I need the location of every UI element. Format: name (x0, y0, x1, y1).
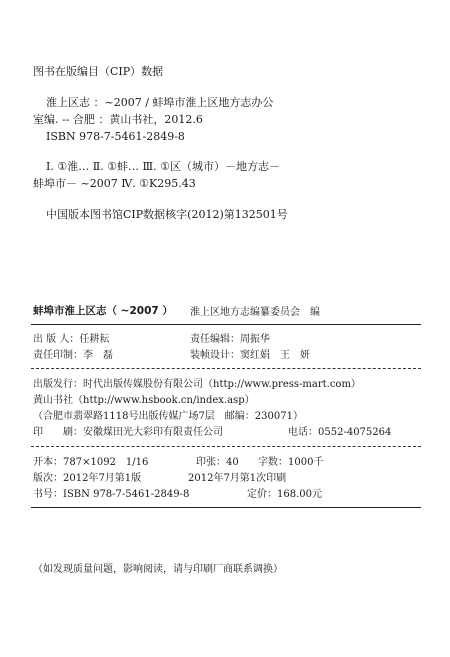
cip-line-2: 室编. -- 合肥 ：黄山书社，2012.6 (33, 113, 203, 126)
credit-publisher-person-value: 任耕耘 (79, 334, 110, 345)
spec-printing: 2012年7月第1次印刷 (188, 473, 287, 484)
cip-line-5: 蚌埠市－ ~2007 Ⅳ. ①K295.43 (33, 177, 196, 190)
credit-publisher-person (33, 333, 109, 346)
quality-notice: （如发现质量问题，影响阅读，请与印刷厂商联系调换） (33, 564, 283, 575)
cip-line-3: ISBN 978-7-5461-2849-8 (46, 130, 185, 143)
credit-design (190, 349, 310, 362)
divider-specs (31, 507, 421, 508)
spec-sheets: 印张：40 (196, 457, 239, 468)
publishing-address: （合肥市翡翠路1118号出版传媒广场7层 邮编：230071） (33, 411, 303, 422)
cip-core-data-number: 中国版本图书馆CIP数据核字(2012)第132501号 (46, 208, 288, 221)
divider-credits (31, 368, 421, 369)
credit-design-value: 窦红娟 王 妍 (240, 350, 310, 361)
divider-publishing (31, 446, 421, 447)
publishing-distributor: 出版发行：时代出版传媒股份有限公司（http://www.press-mart.com） (33, 379, 361, 390)
credit-print-supervisor (33, 349, 113, 362)
publishing-phone-value: 0552-4075264 (318, 427, 392, 438)
credit-design-label: 装帧设计： (190, 350, 240, 361)
publishing-printer-label: 印 刷： (33, 427, 83, 438)
spec-format: 开本：787×1092 1/16 (33, 457, 149, 468)
spec-price: 定价：168.00元 (247, 489, 322, 500)
credit-editor-value: 周振华 (240, 334, 270, 345)
spec-edition: 版次：2012年7月第1版 (33, 473, 142, 484)
credit-publisher-person-label: 出 版 人： (33, 334, 80, 345)
spec-words: 字数：1000千 (258, 457, 324, 468)
cip-line-4: Ⅰ. ①淮… Ⅱ. ①蚌… Ⅲ. ①区（城市）－地方志－ (46, 160, 280, 173)
credit-print-label: 责任印制： (33, 350, 83, 361)
publishing-phone (288, 426, 391, 439)
credit-print-value: 李 磊 (83, 350, 113, 361)
credit-editor-label: 责任编辑： (190, 334, 240, 345)
publishing-printer-value: 安徽煤田光大彩印有限责任公司 (83, 427, 223, 438)
book-title: 蚌埠市淮上区志（ ~2007 ） (33, 305, 173, 317)
publishing-phone-label: 电话： (288, 427, 318, 438)
credit-editor (190, 333, 270, 346)
book-editor-org: 淮上区地方志编纂委员会 编 (190, 307, 320, 318)
publishing-printer (33, 426, 223, 439)
cip-line-1: 淮上区志 ：~2007 / 蚌埠市淮上区地方志办公 (46, 96, 274, 109)
cip-header: 图书在版编目（CIP）数据 (33, 65, 164, 78)
divider-top (31, 324, 421, 325)
publishing-press: 黄山书社（http://www.hsbook.cn/index.asp） (33, 395, 255, 406)
spec-isbn: 书号：ISBN 978-7-5461-2849-8 (33, 489, 190, 500)
